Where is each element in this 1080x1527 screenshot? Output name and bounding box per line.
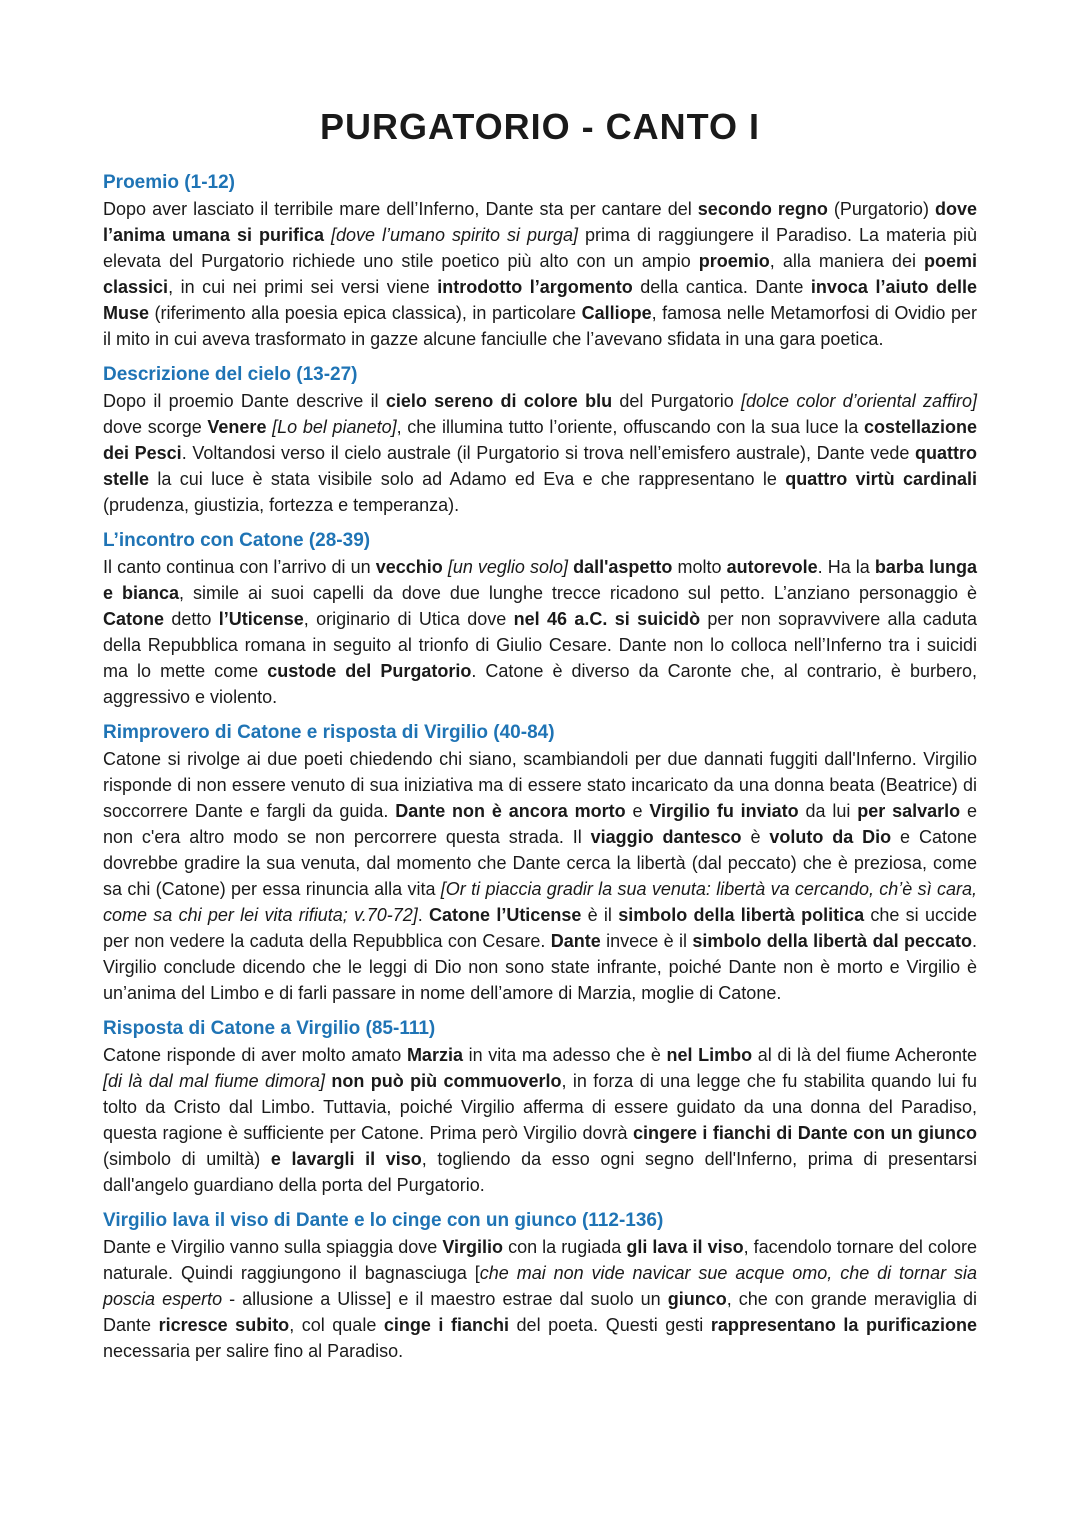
bold-text: Dante non è ancora morto <box>395 801 626 821</box>
bold-text: dall'aspetto <box>573 557 673 577</box>
bold-text: voluto da Dio <box>769 827 892 847</box>
section-body <box>103 554 977 710</box>
section-heading: Rimprovero di Catone e risposta di Virgilio (40-84) <box>103 722 555 743</box>
section <box>103 1208 977 1364</box>
bold-text: introdotto l’argomento <box>437 277 633 297</box>
bold-text: Calliope <box>581 303 652 323</box>
bold-text: Dante <box>550 931 601 951</box>
bold-text: Virgilio <box>442 1237 504 1257</box>
bold-text: autorevole <box>726 557 818 577</box>
bold-text: Catone l’Uticense <box>429 905 582 925</box>
text-run: - allusione a Ulisse] e il maestro estrae dal suolo un <box>222 1289 668 1309</box>
text-run: Dopo aver lasciato il terribile mare dell’Inferno, Dante sta per cantare del <box>103 199 698 219</box>
bold-text: dove l’anima umana si purifica <box>103 199 977 245</box>
bold-text: custode del Purgatorio <box>267 661 472 681</box>
italic-quote: [dove l’umano spirito si purga] <box>330 225 579 245</box>
text-run: , in forza di una legge che fu stabilita quando lui fu tolto da Cristo dal Limbo. Tuttavia, poiché Virgilio afferma di essere guidato da una donna del Paradiso, questa ragione è sufficiente per Catone. Prima però Virgilio dovrà <box>103 1071 977 1143</box>
bold-text: proemio <box>698 251 770 271</box>
section <box>103 720 977 1006</box>
text-run: . Voltandosi verso il cielo australe (il Purgatorio si trova nell’emisfero australe), Dante vede <box>181 443 915 463</box>
text-run: , originario di Utica dove <box>303 609 514 629</box>
text-run: (riferimento alla poesia epica classica), in particolare <box>149 303 582 323</box>
text-run <box>324 225 331 245</box>
sections-container <box>103 170 977 1364</box>
bold-text: viaggio dantesco <box>590 827 742 847</box>
text-run: del poeta. Questi gesti <box>509 1315 711 1335</box>
text-run: al di là del fiume Acheronte <box>752 1045 978 1065</box>
bold-text: Venere <box>207 417 267 437</box>
bold-text: l’Uticense <box>218 609 304 629</box>
text-run: , simile ai suoi capelli da dove due lunghe trecce ricadono sul petto. L’anziano personaggio è <box>179 583 978 603</box>
bold-text: cinge i fianchi <box>383 1315 509 1335</box>
text-run: dove scorge <box>103 417 208 437</box>
text-run: (prudenza, giustizia, fortezza e temperanza). <box>103 495 460 515</box>
text-run: da lui <box>798 801 858 821</box>
section-body <box>103 1234 977 1364</box>
bold-text: barba lunga e bianca <box>103 557 977 603</box>
bold-text: secondo regno <box>697 199 828 219</box>
text-run: prima di raggiungere il Paradiso. La materia più elevata del Purgatorio richiede uno stile poetico più alto con un ampio <box>103 225 978 271</box>
bold-text: vecchio <box>375 557 443 577</box>
text-run: della cantica. Dante <box>632 277 811 297</box>
bold-text: rappresentano la purificazione <box>710 1315 977 1335</box>
bold-text: Virgilio fu inviato <box>649 801 799 821</box>
bold-text: Marzia <box>406 1045 463 1065</box>
bold-text: simbolo della libertà dal peccato <box>692 931 972 951</box>
text-run: e Catone dovrebbe gradire la sua venuta, dal momento che Dante cerca la libertà (dal peccato) che è preziosa, come sa chi (Catone) per essa rinuncia alla vita <box>103 827 977 899</box>
text-run: la cui luce è stata visibile solo ad Adamo ed Eva e che rappresentano le <box>149 469 786 489</box>
bold-text: gli lava il viso <box>626 1237 744 1257</box>
section <box>103 528 977 710</box>
text-run: Catone si rivolge ai due poeti chiedendo chi siano, scambiandoli per due dannati fuggiti dall'Inferno. Virgilio risponde di non essere venuto di sua iniziativa ma di essere stato incaricato da una donna beata (Beatrice) di soccorrere Dante e fargli da guida. <box>103 749 977 821</box>
text-run: , che con grande meraviglia di Dante <box>103 1289 977 1335</box>
text-run: , in cui nei primi sei versi viene <box>168 277 438 297</box>
bold-text: e lavargli il viso <box>270 1149 422 1169</box>
bold-text: ricresce subito <box>158 1315 290 1335</box>
bold-text: costellazione dei Pesci <box>103 417 977 463</box>
text-run: Catone risponde di aver molto amato <box>103 1045 407 1065</box>
text-run: . Ha la <box>817 557 875 577</box>
text-run: (Purgatorio) <box>827 199 935 219</box>
section-heading: Descrizione del cielo (13-27) <box>103 364 358 385</box>
bold-text: quattro virtù cardinali <box>785 469 977 489</box>
text-run: per non sopravvivere alla caduta della Repubblica romana in seguito al trionfo di Giulio Cesare. Dante non lo colloca nell’Inferno tra i suicidi ma lo mette come <box>103 609 977 681</box>
bold-text: cingere i fianchi di Dante con un giunco <box>632 1123 977 1143</box>
bold-text: simbolo della libertà politica <box>618 905 865 925</box>
document-page <box>103 100 977 1374</box>
bold-text: Catone <box>103 609 165 629</box>
text-run: . Catone è diverso da Caronte che, al contrario, è burbero, aggressivo e violento. <box>103 661 977 707</box>
text-run: che si uccide per non vedere la caduta della Repubblica con Cesare. <box>103 905 977 951</box>
section-body <box>103 196 977 352</box>
italic-quote: che mai non vide navicar sue acque omo, che di tornar sia poscia esperto <box>103 1263 977 1309</box>
text-run: è il <box>581 905 619 925</box>
section-body <box>103 746 977 1006</box>
section-heading: Risposta di Catone a Virgilio (85-111) <box>103 1018 436 1039</box>
page-title: PURGATORIO - CANTO I <box>319 106 760 147</box>
italic-quote: [Or ti piaccia gradir la sua venuta: libertà va cercando, ch’è sì cara, come sa chi per lei vita rifiuta; v.70-72] <box>103 879 977 925</box>
italic-quote: [dolce color d’oriental zaffiro] <box>741 391 977 411</box>
text-run: , col quale <box>289 1315 384 1335</box>
text-run: detto <box>164 609 219 629</box>
text-run: , alla maniera dei <box>769 251 924 271</box>
text-run: con la rugiada <box>503 1237 627 1257</box>
text-run: in vita ma adesso che è <box>462 1045 667 1065</box>
text-run: , famosa nelle Metamorfosi di Ovidio per il mito in cui aveva trasformato in gazze alcune fanciulle che l’avevano sfidata in una gara poetica. <box>103 303 978 349</box>
bold-text: non può più commuoverlo <box>331 1071 562 1091</box>
bold-text: nel 46 a.C. si suicidò <box>513 609 701 629</box>
section <box>103 170 977 352</box>
text-run: invece è il <box>600 931 693 951</box>
text-run: necessaria per salire fino al Paradiso. <box>103 1341 404 1361</box>
section <box>103 362 977 518</box>
text-run: . Virgilio conclude dicendo che le leggi di Dio non sono state infrante, poiché Dante non è morto e Virgilio è un’anima del Limbo e di farli passare in nome dell’amore di Marzia, moglie di Catone. <box>103 931 978 1003</box>
text-run: e <box>625 801 650 821</box>
section-heading: L’incontro con Catone (28-39) <box>103 530 371 551</box>
italic-quote: [Lo bel pianeto] <box>272 417 397 437</box>
italic-quote: [di là dal mal fiume dimora] <box>103 1071 325 1091</box>
text-run: Il canto continua con l’arrivo di un <box>103 557 376 577</box>
text-run: è <box>741 827 770 847</box>
bold-text: cielo sereno di colore blu <box>385 391 613 411</box>
bold-text: poemi classici <box>103 251 978 297</box>
italic-quote: [un veglio solo] <box>447 557 569 577</box>
text-run: Dante e Virgilio vanno sulla spiaggia dove <box>103 1237 443 1257</box>
text-run: Dopo il proemio Dante descrive il <box>103 391 386 411</box>
section <box>103 1016 977 1198</box>
text-run: e non c'era altro modo se non percorrere questa strada. Il <box>103 801 978 847</box>
section-body <box>103 1042 977 1198</box>
text-run: , che illumina tutto l’oriente, offuscando con la sua luce la <box>396 417 864 437</box>
section-body <box>103 388 977 518</box>
text-run: . <box>417 905 430 925</box>
text-run: (simbolo di umiltà) <box>103 1149 271 1169</box>
bold-text: per salvarlo <box>857 801 961 821</box>
text-run: , togliendo da esso ogni segno dell'Inferno, prima di presentarsi dall'angelo guardiano della porta del Purgatorio. <box>103 1149 978 1195</box>
bold-text: nel Limbo <box>666 1045 753 1065</box>
section-heading: Virgilio lava il viso di Dante e lo cinge con un giunco (112-136) <box>103 1210 664 1231</box>
section-heading: Proemio (1-12) <box>103 172 235 193</box>
bold-text: quattro stelle <box>103 443 977 489</box>
text-run: , facendolo tornare del colore naturale. Quindi raggiungono il bagnasciuga [ <box>103 1237 978 1283</box>
bold-text: invoca l’aiuto delle Muse <box>103 277 977 323</box>
bold-text: giunco <box>667 1289 727 1309</box>
text-run: molto <box>672 557 727 577</box>
text-run: del Purgatorio <box>612 391 742 411</box>
